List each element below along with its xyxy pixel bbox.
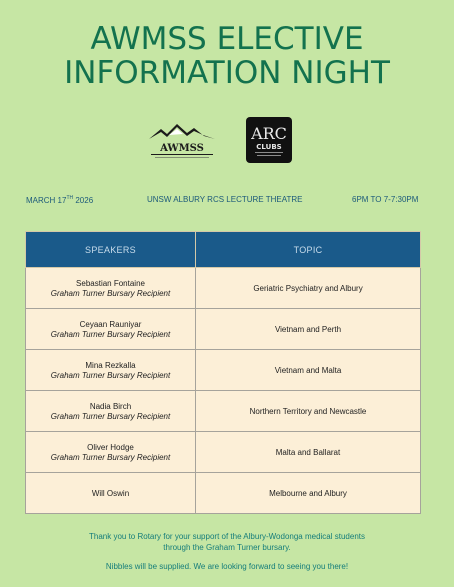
nibbles-note: Nibbles will be supplied. We are looking forward to seeing you there!	[105, 562, 349, 571]
thanks-line-2: through the Graham Turner bursary.	[163, 543, 291, 552]
awmss-logo-icon	[147, 121, 217, 161]
speaker-cell	[26, 350, 196, 391]
speaker-cell	[26, 391, 196, 432]
table-row	[26, 391, 421, 432]
svg-text:AWMSS: AWMSS	[160, 143, 204, 154]
speaker-name: Oliver Hodge	[87, 442, 134, 452]
page-title-line-2: INFORMATION NIGHT	[64, 55, 390, 91]
topic-cell: Vietnam and Perth	[196, 309, 421, 350]
speaker-name: Nadia Birch	[89, 401, 132, 411]
svg-text:ARC: ARC	[251, 124, 287, 143]
speaker-cell	[26, 432, 196, 473]
svg-text:CLUBS: CLUBS	[256, 143, 282, 151]
table-header-row	[26, 232, 421, 268]
table-row	[26, 432, 421, 473]
speaker-role: Graham Turner Bursary Recipient	[50, 329, 171, 339]
thanks-line-1: Thank you to Rotary for your support of the Albury-Wodonga medical students	[89, 532, 365, 541]
topic-cell: Northern Territory and Newcastle	[196, 391, 421, 432]
speaker-cell	[26, 268, 196, 309]
event-date: MARCH 17TH 2026	[26, 195, 94, 205]
speaker-role: Graham Turner Bursary Recipient	[50, 452, 171, 462]
speakers-table	[25, 231, 421, 514]
topic-cell: Melbourne and Albury	[196, 473, 421, 514]
thanks-note	[0, 531, 454, 553]
speaker-name: Mina Rezkalla	[85, 360, 136, 370]
table-row	[26, 309, 421, 350]
page-title-line-1: AWMSS ELECTIVE	[90, 21, 364, 57]
arc-logo-icon	[246, 117, 292, 163]
speaker-name: Sebastian Fontaine	[76, 278, 145, 288]
header-topic: TOPIC	[196, 232, 421, 268]
topic-cell: Malta and Ballarat	[196, 432, 421, 473]
topic-cell: Vietnam and Malta	[196, 350, 421, 391]
table-row	[26, 350, 421, 391]
speaker-role: Graham Turner Bursary Recipient	[50, 411, 171, 421]
arc-clubs-logo	[246, 117, 292, 163]
event-venue: UNSW ALBURY RCS LECTURE THEATRE	[147, 195, 303, 204]
table-row	[26, 268, 421, 309]
speaker-cell	[26, 473, 196, 514]
speaker-cell	[26, 309, 196, 350]
speaker-role: Graham Turner Bursary Recipient	[50, 288, 171, 298]
speaker-name: Ceyaan Rauniyar	[79, 319, 142, 329]
table-row	[26, 473, 421, 514]
topic-cell: Geriatric Psychiatry and Albury	[196, 268, 421, 309]
speaker-name: Will Oswin	[91, 488, 130, 498]
event-time: 6PM TO 7-7:30PM	[352, 195, 419, 204]
speaker-role: Graham Turner Bursary Recipient	[50, 370, 171, 380]
header-speakers: SPEAKERS	[26, 232, 196, 268]
